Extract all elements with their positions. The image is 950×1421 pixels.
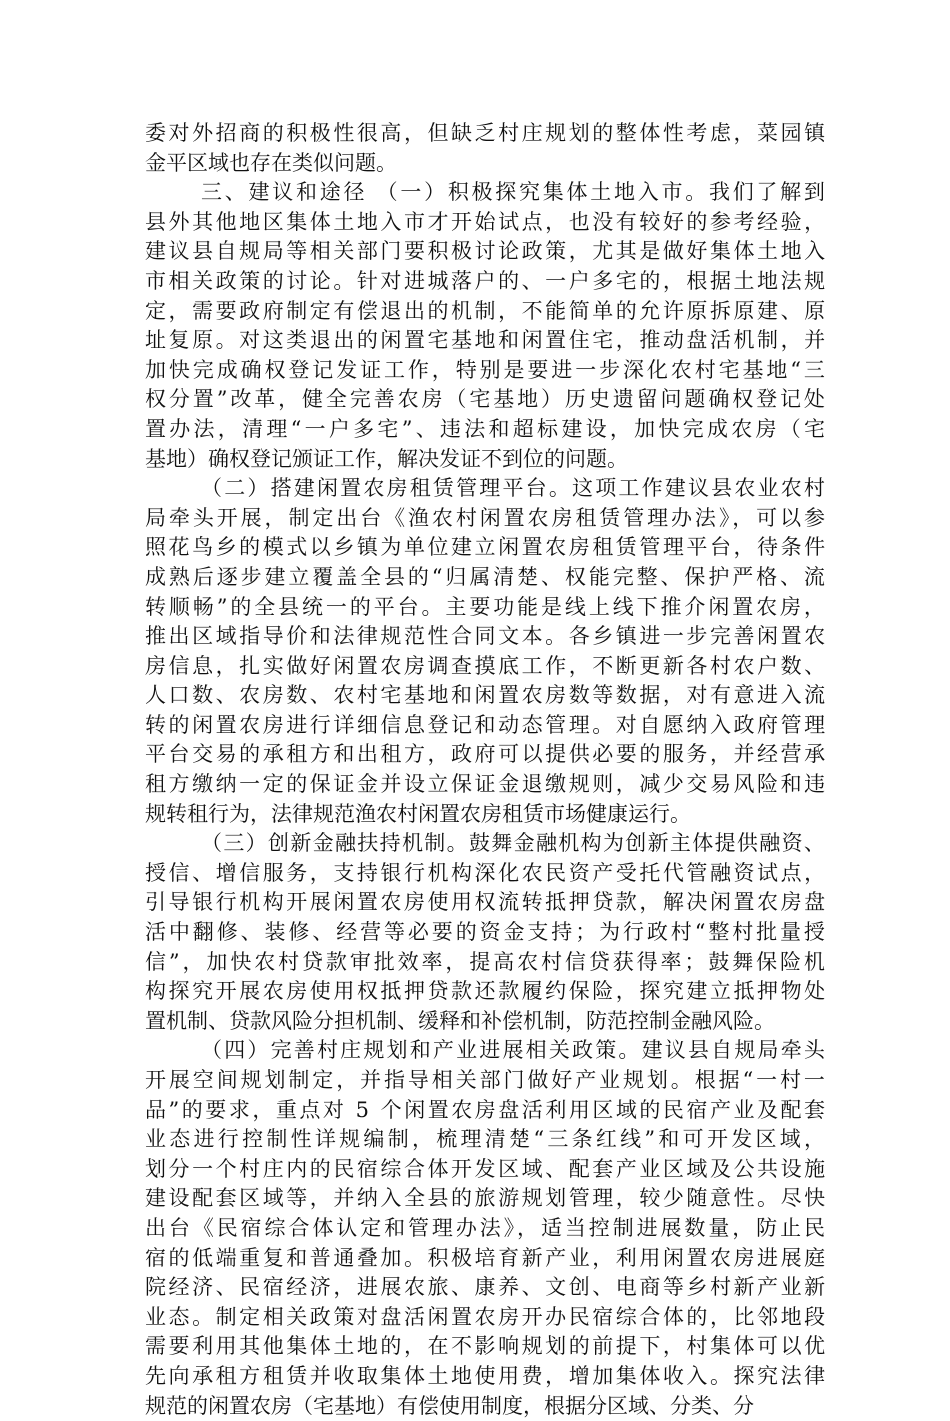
text-line: 人口数、农房数、农村宅基地和闲置农房数等数据，对有意进入流 — [145, 683, 828, 708]
text-line: 成熟后逐步建立覆盖全县的“归属清楚、权能完整、保护严格、流 — [145, 564, 828, 589]
text-line: 置机制、贷款风险分担机制、缓释和补偿机制，防范控制金融风险。 — [145, 1008, 775, 1033]
text-line: 品”的要求，重点对 5 个闲置农房盘活利用区域的民宿产业及配套 — [145, 1097, 828, 1122]
text-line: 加快完成确权登记发证工作，特别是要进一步深化农村宅基地“三 — [145, 357, 828, 382]
text-line: 宿的低端重复和普通叠加。积极培育新产业，利用闲置农房进展庭 — [145, 1245, 828, 1270]
text-line: 基地）确权登记颁证工作，解决发证不到位的问题。 — [145, 446, 628, 471]
text-line: 置办法，清理“一户多宅”、违法和超标建设，加快完成农房（宅 — [145, 416, 829, 441]
text-line: 租方缴纳一定的保证金并设立保证金退缴规则，减少交易风险和违 — [145, 772, 828, 797]
text-line: 院经济、民宿经济，进展农旅、康养、文创、电商等乡村新产业新 — [145, 1275, 828, 1300]
text-line: 建设配套区域等，并纳入全县的旅游规划管理，较少随意性。尽快 — [145, 1186, 828, 1211]
document-body — [145, 119, 829, 1421]
text-line: 授信、增信服务，支持银行机构深化农民资产受托代管融资试点， — [145, 860, 828, 885]
text-line: 市相关政策的讨论。针对进城落户的、一户多宅的，根据土地法规 — [145, 268, 828, 293]
text-line: （三）创新金融扶持机制。鼓舞金融机构为创新主体提供融资、 — [201, 831, 827, 856]
text-line: 址复原。对这类退出的闲置宅基地和闲置住宅，推动盘活机制，并 — [145, 328, 828, 353]
text-line: 出台《民宿综合体认定和管理办法》，适当控制进展数量，防止民 — [145, 1215, 828, 1240]
text-line: 权分置”改革，健全完善农房（宅基地）历史遗留问题确权登记处 — [145, 387, 828, 412]
text-line: （二）搭建闲置农房租赁管理平台。这项工作建议县农业农村 — [201, 476, 828, 501]
text-line: 金平区域也存在类似问题。 — [145, 150, 397, 175]
text-line: 平台交易的承租方和出租方，政府可以提供必要的服务，并经营承 — [145, 742, 828, 767]
text-line: 局牵头开展，制定出台《渔农村闲置农房租赁管理办法》，可以参 — [145, 505, 828, 530]
text-line: 开展空间规划制定，并指导相关部门做好产业规划。根据“一村一 — [145, 1068, 828, 1092]
text-line: 先向承租方租赁并收取集体土地使用费，增加集体收入。探究法律 — [145, 1363, 828, 1388]
text-line: 业态进行控制性详规编制，梳理清楚“三条红线”和可开发区域， — [145, 1127, 829, 1152]
text-line: 构探究开展农房使用权抵押贷款还款履约保险，探究建立抵押物处 — [145, 979, 828, 1004]
text-line: 建议县自规局等相关部门要积极讨论政策，尤其是做好集体土地入 — [145, 239, 828, 264]
text-line: 引导银行机构开展闲置农房使用权流转抵押贷款，解决闲置农房盘 — [145, 890, 828, 915]
text-line: 信”，加快农村贷款审批效率，提高农村信贷获得率；鼓舞保险机 — [145, 949, 828, 974]
text-line: 需要利用其他集体土地的，在不影响规划的前提下，村集体可以优 — [145, 1334, 828, 1359]
text-line: 委对外招商的积极性很高，但缺乏村庄规划的整体性考虑，菜园镇 — [145, 121, 828, 145]
text-line: 房信息，扎实做好闲置农房调查摸底工作，不断更新各村农户数、 — [145, 653, 828, 678]
text-line: 活中翻修、装修、经营等必要的资金支持；为行政村“整村批量授 — [145, 920, 828, 945]
text-line: 规范的闲置农房（宅基地）有偿使用制度，根据分区域、分类、分 — [145, 1393, 754, 1418]
text-line: 转顺畅”的全县统一的平台。主要功能是线上线下推介闲置农房， — [145, 594, 828, 619]
text-line: 县外其他地区集体土地入市才开始试点，也没有较好的参考经验， — [145, 209, 828, 234]
text-line: 业态。制定相关政策对盘活闲置农房开办民宿综合体的，比邻地段 — [145, 1304, 828, 1329]
text-line: 照花鸟乡的模式以乡镇为单位建立闲置农房租赁管理平台，待条件 — [145, 535, 828, 560]
text-line: 推出区域指导价和法律规范性合同文本。各乡镇进一步完善闲置农 — [145, 624, 828, 649]
text-line: 规转租行为，法律规范渔农村闲置农房租赁市场健康运行。 — [145, 801, 691, 826]
text-line: （四）完善村庄规划和产业进展相关政策。建议县自规局牵头 — [201, 1038, 828, 1063]
text-line: 划分一个村庄内的民宿综合体开发区域、配套产业区域及公共设施 — [145, 1156, 828, 1181]
text-line: 定，需要政府制定有偿退出的机制，不能简单的允许原拆原建、原 — [145, 298, 828, 323]
text-line: 三、建议和途径 （一）积极探究集体土地入市。我们了解到 — [201, 180, 828, 205]
text-line: 转的闲置农房进行详细信息登记和动态管理。对自愿纳入政府管理 — [145, 712, 828, 737]
